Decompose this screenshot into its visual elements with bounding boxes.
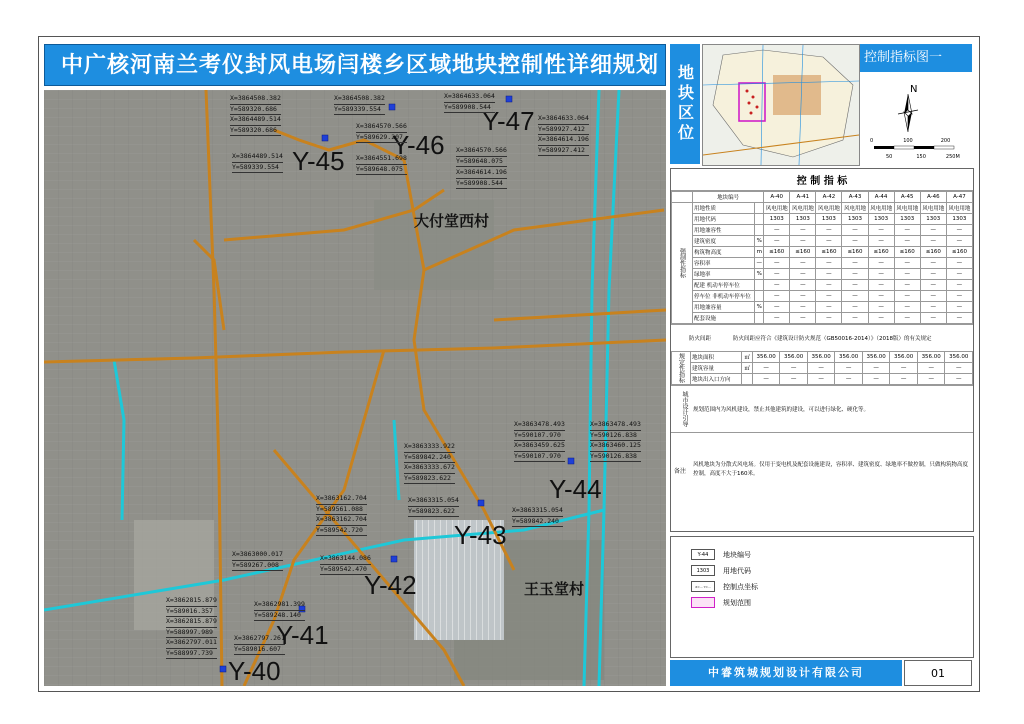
table-cell: — [920,313,946,324]
parcel-marker-y47 [506,96,512,102]
row-label: 地块面积 [691,352,742,363]
column-header: A-40 [764,192,790,203]
table-cell: 风电用地 [946,203,972,214]
table-cell: — [946,236,972,247]
table-cell: ≤160 [816,247,842,258]
table-cell: — [807,374,835,385]
table-cell: — [764,225,790,236]
table-cell: — [890,374,918,385]
scale-bottom: 50 150 250M [886,154,960,160]
coord-block-y42b: X=3863144.086 Y=589542.470 [320,554,371,575]
row-unit [755,203,764,214]
table-cell: — [842,269,868,280]
row-label: 地块出入口方向 [691,374,742,385]
column-header: A-44 [868,192,894,203]
table-cell: — [816,225,842,236]
table-cell: — [842,258,868,269]
table-cell: ≤160 [894,247,920,258]
urban-group-label: 城市设计引导 [681,391,688,427]
row-unit [755,291,764,302]
coord-block-y40: X=3862815.879 Y=589016.357 X=3862815.879 Y=588997.989 X=3862797.011 Y=588997.739 [166,596,217,659]
table-row [672,352,973,363]
note-label: 备注 [673,467,686,475]
table-cell: 356.00 [862,352,890,363]
table-cell: 1303 [764,214,790,225]
row-unit: m [755,247,764,258]
row-label: 建筑密度 [693,236,755,247]
north-arrow-and-scale [860,74,972,164]
table-cell: 1303 [894,214,920,225]
table-cell: — [868,258,894,269]
table-row [672,247,973,258]
urban-text: 规划范围内为风机建设，禁止其他建筑的建设，可以进行绿化、硬化等。 [693,407,870,413]
coord-block-y47: X=3864633.064 Y=589908.544 [444,92,495,113]
table-cell: — [764,313,790,324]
coord-block-y47c: X=3864614.196 Y=589908.544 [456,168,507,189]
table-cell: — [764,291,790,302]
table-cell: 风电用地 [868,203,894,214]
row-label: 配套设施 [693,313,755,324]
row-unit: ㎡ [742,352,753,363]
table-cell: ≤160 [920,247,946,258]
table-cell: ≤160 [764,247,790,258]
table-cell: — [890,363,918,374]
table-cell: 风电用地 [764,203,790,214]
column-header: A-45 [894,192,920,203]
table-cell: — [894,280,920,291]
table-cell: — [946,269,972,280]
table-cell: 风电用地 [816,203,842,214]
row-unit [755,280,764,291]
table-cell: — [917,363,945,374]
coord-block-y43c: X=3863315.054 Y=589842.240 [512,506,563,527]
table-cell: — [862,374,890,385]
table-cell: — [868,225,894,236]
parcel-label-y43: Y-43 [454,520,507,550]
row-unit [742,374,753,385]
row-unit [755,313,764,324]
table-cell: — [790,280,816,291]
table-cell: 1303 [946,214,972,225]
control-map-title: 控制指标图一 [860,44,972,72]
table-cell: — [894,291,920,302]
row-unit [755,225,764,236]
parcel-label-y46: Y-46 [392,130,445,160]
parcel-marker-y43 [478,500,484,506]
table-cell: — [894,258,920,269]
table-cell: 1303 [920,214,946,225]
table-cell: — [816,313,842,324]
coord-block-y46: X=3864508.382 Y=589339.554 [334,94,385,115]
table-cell: 风电用地 [894,203,920,214]
parcel-marker-y40 [220,666,226,672]
table-cell: — [764,269,790,280]
table-cell: — [920,302,946,313]
table-cell: — [868,269,894,280]
table-cell: 风电用地 [790,203,816,214]
table-cell: 356.00 [835,352,863,363]
row-unit: — [755,258,764,269]
table-row [672,269,973,280]
guide-table [671,351,973,385]
strong-group-label: 强制性指标 [672,203,693,324]
row-label: 用地兼容性 [693,225,755,236]
parcel-marker-y42 [391,556,397,562]
table-title: 控 制 指 标 [671,169,973,191]
page-title: 中广核河南兰考仪封风电场闫楼乡区域地块控制性详细规划 [44,44,666,86]
table-cell: — [764,280,790,291]
table-cell: — [868,236,894,247]
village-label-wangyutang: 王玉堂村 [524,580,585,598]
fire-text: 防火间距应符合《建筑设计防火规范（GB50016-2014）》（2018版）的有关规定 [733,336,932,342]
table-cell: — [790,236,816,247]
coord-block-y44b: X=3863478.493 Y=590126.838 X=3863460.125 Y=590126.838 [590,420,641,462]
table-cell: — [842,280,868,291]
table-cell: 356.00 [917,352,945,363]
coord-block-y41b: X=3862981.399 Y=589248.140 [254,600,305,621]
table-cell: — [920,269,946,280]
table-cell: 1303 [816,214,842,225]
table-cell: — [946,258,972,269]
row-label: 停车位 非机动车停车位 [693,291,755,302]
table-cell: 356.00 [945,352,973,363]
table-cell: — [920,236,946,247]
legend-item: X=... Y=... 控制点坐标 [691,581,758,592]
parcel-label-y44: Y-44 [549,474,602,504]
table-cell: — [780,374,808,385]
table-cell: — [835,363,863,374]
table-row [672,203,973,214]
table-cell: 356.00 [807,352,835,363]
legend-item: Y-44 地块编号 [691,549,751,560]
table-row [672,236,973,247]
parcel-label-y47: Y-47 [482,106,535,136]
table-cell: — [790,313,816,324]
coord-block-y46d: X=3864551.698 Y=589648.075 [356,154,407,175]
table-cell: — [946,280,972,291]
table-cell: — [842,225,868,236]
company-footer: 中睿筑城规划设计有限公司 [670,660,902,686]
legend-item: 1303 用地代码 [691,565,751,576]
coord-block-y47b: X=3864633.064 Y=589927.412 X=3864614.196 Y=589927.412 [538,114,589,156]
village-label-dafutang: 大付堂西村 [414,212,490,230]
row-label: 用地兼容量 [693,302,755,313]
table-row [672,225,973,236]
table-row [672,280,973,291]
table-cell: — [790,269,816,280]
legend-item: 规划范围 [691,597,751,608]
column-header: A-41 [790,192,816,203]
table-cell: — [894,313,920,324]
table-cell: — [764,302,790,313]
coord-block-y41: X=3863000.017 Y=589267.008 [232,550,283,571]
table-cell: — [946,302,972,313]
table-cell: — [862,363,890,374]
parcel-marker-y44 [568,458,574,464]
column-header: A-46 [920,192,946,203]
table-row [672,302,973,313]
parcel-label-y42: Y-42 [364,570,417,600]
table-row [672,363,973,374]
inset-canvas [703,45,859,165]
guide-group-label: 规定性指标 [672,352,691,385]
table-cell: — [920,291,946,302]
table-cell: — [946,225,972,236]
table-cell: — [894,269,920,280]
row-unit: ㎡ [742,363,753,374]
coord-block-y45: X=3864508.382 Y=589320.686 X=3864489.514 Y=589320.686 [230,94,281,136]
coord-block-y41c: X=3862797.261 Y=589016.607 [234,634,285,655]
parcel-label-y41: Y-41 [276,620,329,650]
row-label: 容积率 [693,258,755,269]
row-label: 建筑容量 [691,363,742,374]
table-cell: 356.00 [752,352,780,363]
coord-block-y46c: X=3864570.566 Y=589648.075 [456,146,507,167]
table-row [672,313,973,324]
row-label: 用地性质 [693,203,755,214]
control-table [671,191,973,324]
parcel-label-y40: Y-40 [228,656,281,686]
sheet-number: 01 [904,660,972,686]
table-cell: — [752,374,780,385]
table-cell: 356.00 [780,352,808,363]
row-label: 配建 机动车停车位 [693,280,755,291]
north-label: N [910,84,918,95]
table-cell: — [790,291,816,302]
table-cell: — [842,236,868,247]
column-header: A-42 [816,192,842,203]
table-cell: — [842,291,868,302]
table-cell: — [764,236,790,247]
row-unit: % [755,302,764,313]
parcel-label-y45: Y-45 [292,146,345,176]
aerial-map[interactable] [44,90,666,686]
coord-block-y46b: X=3864570.566 Y=589629.207 [356,122,407,143]
table-cell: — [790,225,816,236]
table-cell: — [946,313,972,324]
table-cell: — [835,374,863,385]
table-cell: — [816,280,842,291]
table-cell: — [920,280,946,291]
row-unit: % [755,236,764,247]
table-row [672,374,973,385]
table-header-row [672,192,973,203]
table-cell: — [917,374,945,385]
coord-block-y43: X=3863333.922 Y=589842.240 X=3863333.672 Y=589823.622 [404,442,455,484]
table-cell: ≤160 [842,247,868,258]
coord-block-y43b: X=3863315.054 Y=589823.622 [408,496,459,517]
table-cell: — [946,291,972,302]
note-text: 风机地块为分散式风电场。仅用于变电机及配套设施建设，容积率、建筑密度、绿地率不做控制，只做构筑物高度控制，高度不大于160米。 [693,462,969,477]
scale-top: 0 100 200 [870,138,951,144]
table-cell: — [894,302,920,313]
table-cell: 风电用地 [842,203,868,214]
coord-block-y42: X=3863162.704 Y=589561.088 X=3863162.704 Y=589542.720 [316,494,367,536]
table-row [672,214,973,225]
table-cell: — [868,280,894,291]
coord-block-y45b: X=3864489.514 Y=589339.554 [232,152,283,173]
table-cell: — [816,291,842,302]
table-cell: 1303 [842,214,868,225]
table-cell: — [752,363,780,374]
table-cell: — [790,258,816,269]
coord-block-y44: X=3863478.493 Y=590107.970 X=3863459.625 Y=590107.970 [514,420,565,462]
header-label: 地块编号 [693,192,764,203]
table-cell: — [780,363,808,374]
table-cell: — [816,302,842,313]
table-cell: ≤160 [868,247,894,258]
parcel-marker-y46 [389,104,395,110]
table-cell: ≤160 [790,247,816,258]
column-header: A-43 [842,192,868,203]
table-cell: — [920,225,946,236]
location-label: 地块区位 [670,44,700,164]
table-cell: — [945,363,973,374]
table-cell: — [816,258,842,269]
row-unit [755,214,764,225]
table-row [672,291,973,302]
legend [670,536,974,658]
column-header: A-47 [946,192,972,203]
table-cell: — [790,302,816,313]
table-row [672,258,973,269]
row-label: 构筑物高度 [693,247,755,258]
table-cell: 1303 [868,214,894,225]
table-cell: — [816,236,842,247]
table-cell: — [816,269,842,280]
table-cell: — [945,374,973,385]
row-unit: % [755,269,764,280]
fire-label: 防火间距 [688,336,711,342]
table-cell: 356.00 [890,352,918,363]
table-cell: — [894,225,920,236]
row-label: 绿地率 [693,269,755,280]
table-cell: — [807,363,835,374]
table-cell: 风电用地 [920,203,946,214]
control-index-table [670,168,974,532]
location-inset-map[interactable] [702,44,860,166]
table-cell: — [842,302,868,313]
parcel-marker-y45 [322,135,328,141]
table-cell: — [868,313,894,324]
table-cell: — [920,258,946,269]
table-cell: ≤160 [946,247,972,258]
table-cell: — [868,302,894,313]
row-label: 用地代码 [693,214,755,225]
table-cell: 1303 [790,214,816,225]
table-cell: — [894,236,920,247]
table-cell: — [764,258,790,269]
table-cell: — [842,313,868,324]
table-cell: — [868,291,894,302]
